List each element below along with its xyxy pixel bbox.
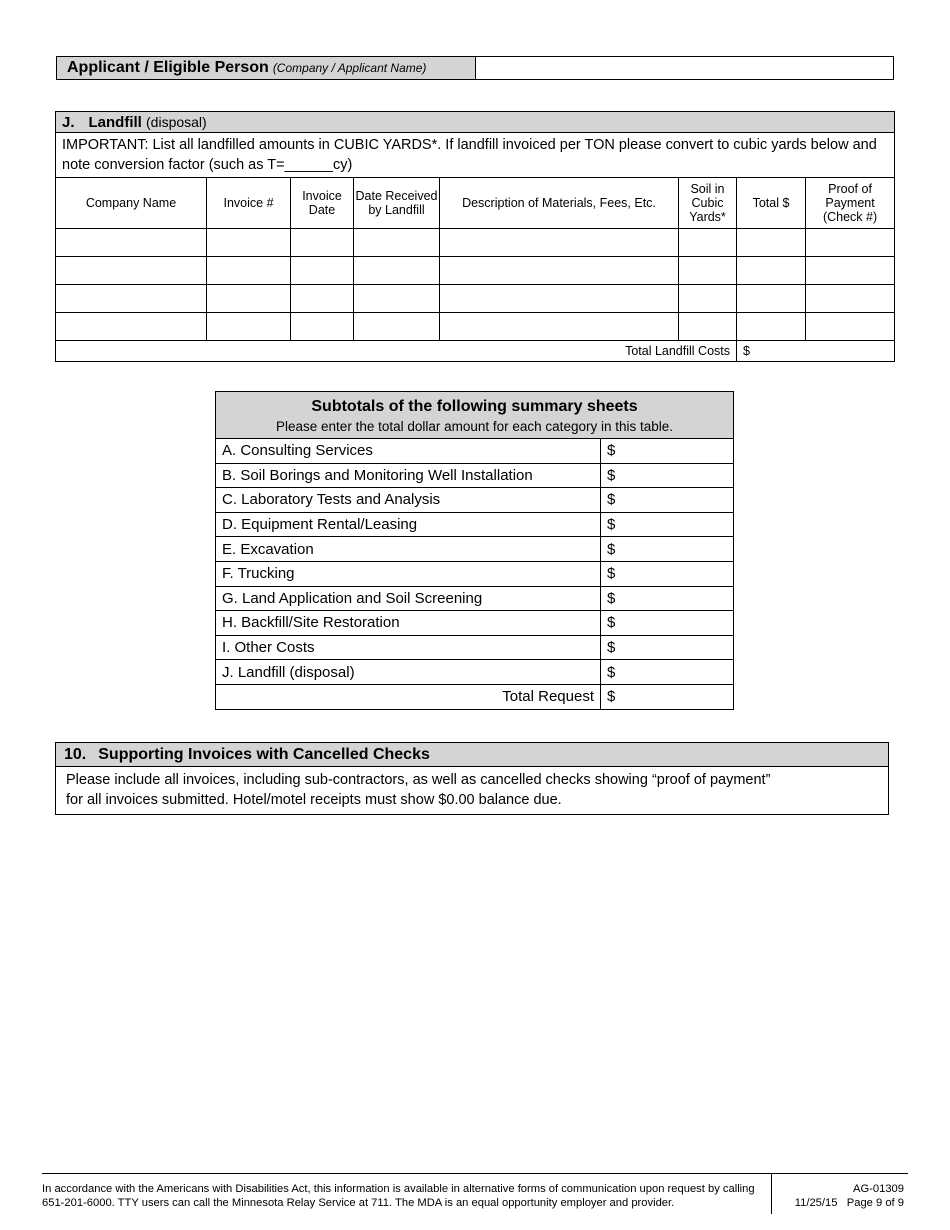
subtotal-label: D. Equipment Rental/Leasing: [216, 512, 601, 537]
table-cell-input[interactable]: [207, 257, 291, 285]
table-cell-input[interactable]: [354, 229, 440, 257]
subtotal-label: J. Landfill (disposal): [216, 660, 601, 685]
table-cell-input[interactable]: [56, 257, 207, 285]
total-landfill-costs-label: Total Landfill Costs: [56, 341, 737, 362]
table-cell-input[interactable]: [440, 285, 679, 313]
table-cell-input[interactable]: [440, 229, 679, 257]
table-cell-input[interactable]: [679, 257, 737, 285]
table-row: [56, 285, 895, 313]
column-header: Description of Materials, Fees, Etc.: [440, 178, 679, 229]
subtotal-amount-field[interactable]: $: [601, 488, 734, 513]
subtotals-title: Subtotals of the following summary sheets: [311, 398, 638, 415]
table-cell-input[interactable]: [56, 313, 207, 341]
table-cell-input[interactable]: [806, 229, 895, 257]
form-meta: [772, 1174, 908, 1214]
subtotal-amount-field[interactable]: $: [601, 586, 734, 611]
table-cell-input[interactable]: [291, 285, 354, 313]
subtotal-amount-field[interactable]: $: [601, 561, 734, 586]
section-10-header: [56, 743, 888, 767]
subtotal-amount-field[interactable]: $: [601, 463, 734, 488]
subtotal-label: H. Backfill/Site Restoration: [216, 611, 601, 636]
section-j-title: Landfill: [88, 113, 142, 131]
subtotal-row: [216, 537, 734, 562]
subtotal-row: [216, 660, 734, 685]
table-cell-input[interactable]: [737, 285, 806, 313]
subtotal-amount-field[interactable]: $: [601, 439, 734, 464]
subtotals-instruction: Please enter the total dollar amount for each category in this table.: [276, 419, 673, 434]
page-footer: [42, 1173, 908, 1214]
subtotal-row: [216, 635, 734, 660]
table-cell-input[interactable]: [679, 229, 737, 257]
ada-notice-line-2: 651-201-6000. TTY users can call the Minnesota Relay Service at 711. The MDA is an equal opportunity employer and provider.: [42, 1197, 675, 1209]
column-header: Proof of Payment (Check #): [806, 178, 895, 229]
applicant-name-field[interactable]: [476, 57, 893, 79]
column-header: Company Name: [56, 178, 207, 229]
table-cell-input[interactable]: [679, 285, 737, 313]
table-cell-input[interactable]: [56, 229, 207, 257]
subtotal-label: G. Land Application and Soil Screening: [216, 586, 601, 611]
subtotal-amount-field[interactable]: $: [601, 611, 734, 636]
table-cell-input[interactable]: [207, 229, 291, 257]
table-row: [56, 257, 895, 285]
table-row: [56, 229, 895, 257]
subtotal-row: [216, 439, 734, 464]
applicant-row: [56, 56, 894, 80]
subtotal-amount-field[interactable]: $: [601, 512, 734, 537]
ada-notice: [42, 1174, 772, 1214]
section-10-title: Supporting Invoices with Cancelled Checks: [98, 745, 430, 763]
section-j-header: [56, 112, 895, 133]
table-cell-input[interactable]: [679, 313, 737, 341]
subtotal-row: [216, 611, 734, 636]
landfill-table: [55, 111, 895, 362]
subtotal-label: F. Trucking: [216, 561, 601, 586]
table-cell-input[interactable]: [440, 313, 679, 341]
column-header: Invoice Date: [291, 178, 354, 229]
table-cell-input[interactable]: [354, 313, 440, 341]
subtotal-label: I. Other Costs: [216, 635, 601, 660]
applicant-label: Applicant / Eligible Person: [67, 59, 269, 76]
subtotal-label: E. Excavation: [216, 537, 601, 562]
ada-notice-line-1: In accordance with the Americans with Disabilities Act, this information is available in alternative forms of communication upon request by calling: [42, 1183, 755, 1195]
column-header: Date Received by Landfill: [354, 178, 440, 229]
table-cell-input[interactable]: [737, 257, 806, 285]
subtotals-header: [216, 392, 734, 439]
table-cell-input[interactable]: [207, 313, 291, 341]
section-10-line-2: for all invoices submitted. Hotel/motel receipts must show $0.00 balance due.: [66, 792, 562, 808]
table-cell-input[interactable]: [207, 285, 291, 313]
subtotal-label: A. Consulting Services: [216, 439, 601, 464]
column-header: Invoice #: [207, 178, 291, 229]
table-cell-input[interactable]: [806, 313, 895, 341]
table-cell-input[interactable]: [291, 229, 354, 257]
section-j-important-note: IMPORTANT: List all landfilled amounts in CUBIC YARDS*. If landfill invoiced per TON please convert to cubic yards below and note conversion factor (such as T=______cy): [56, 133, 895, 178]
section-j-subtitle: (disposal): [146, 113, 207, 130]
subtotals-table: [215, 391, 733, 710]
form-id: AG-01309: [853, 1183, 904, 1195]
table-cell-input[interactable]: [806, 285, 895, 313]
subtotal-amount-field[interactable]: $: [601, 660, 734, 685]
subtotal-row: [216, 586, 734, 611]
form-date-page: 11/25/15 Page 9 of 9: [794, 1197, 904, 1209]
subtotal-amount-field[interactable]: $: [601, 635, 734, 660]
table-cell-input[interactable]: [291, 313, 354, 341]
applicant-sublabel: (Company / Applicant Name): [272, 61, 427, 75]
table-cell-input[interactable]: [56, 285, 207, 313]
section-j-landfill: [55, 111, 894, 362]
table-row: [56, 313, 895, 341]
column-header: Soil in Cubic Yards*: [679, 178, 737, 229]
section-10-number: 10.: [64, 745, 87, 763]
applicant-label-cell: [57, 57, 476, 79]
table-cell-input[interactable]: [291, 257, 354, 285]
column-header: Total $: [737, 178, 806, 229]
table-cell-input[interactable]: [354, 285, 440, 313]
subtotal-label: B. Soil Borings and Monitoring Well Installation: [216, 463, 601, 488]
table-cell-input[interactable]: [737, 229, 806, 257]
subtotal-row: [216, 488, 734, 513]
section-j-letter: J.: [62, 113, 75, 131]
total-landfill-costs-field[interactable]: $: [737, 341, 895, 362]
subtotal-row: [216, 561, 734, 586]
table-cell-input[interactable]: [354, 257, 440, 285]
table-cell-input[interactable]: [737, 313, 806, 341]
subtotal-label: C. Laboratory Tests and Analysis: [216, 488, 601, 513]
section-10-supporting-invoices: [55, 742, 889, 815]
table-cell-input[interactable]: [806, 257, 895, 285]
section-10-body: [56, 767, 888, 814]
table-cell-input[interactable]: [440, 257, 679, 285]
total-request-label: Total Request: [216, 684, 601, 709]
landfill-column-headers: [56, 178, 895, 229]
subtotal-row: [216, 512, 734, 537]
section-10-line-1: Please include all invoices, including sub-contractors, as well as cancelled checks showing “proof of payment”: [66, 772, 771, 788]
total-request-field[interactable]: $: [601, 684, 734, 709]
subtotal-amount-field[interactable]: $: [601, 537, 734, 562]
subtotal-row: [216, 463, 734, 488]
